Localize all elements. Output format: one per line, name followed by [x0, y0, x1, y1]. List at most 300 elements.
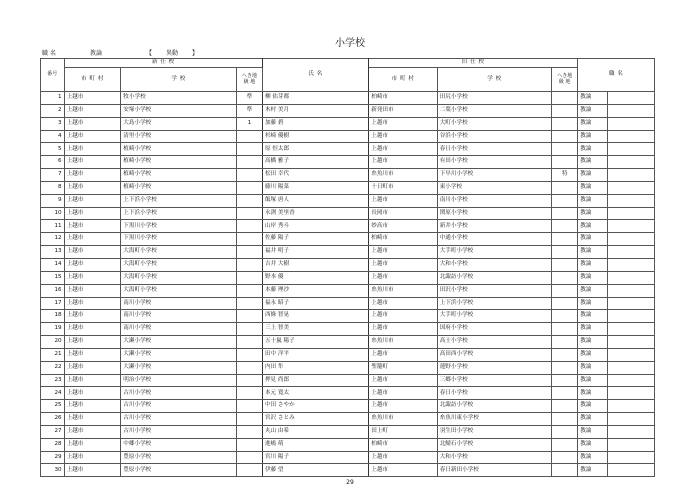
new-remote-grade-cell: [236, 220, 262, 233]
old-city-cell: 田上町: [369, 425, 437, 438]
new-remote-grade-cell: [236, 413, 262, 426]
new-remote-grade-cell: [236, 400, 262, 413]
row-number: 14: [41, 258, 65, 271]
old-school-cell: 上下浜小学校: [437, 297, 552, 310]
name-cell: 伊藤 望: [262, 464, 368, 477]
old-school-cell: 大和小学校: [437, 451, 552, 464]
new-city-cell: 上越市: [64, 271, 121, 284]
old-remote-grade-cell: [552, 438, 578, 451]
job-cell: 教論: [578, 297, 608, 310]
new-city-cell: 上越市: [64, 400, 121, 413]
name-cell: 加藤 碧: [262, 117, 368, 130]
new-remote-grade-cell: [236, 143, 262, 156]
row-number: 19: [41, 323, 65, 336]
header-old-remote: [552, 68, 578, 92]
table-row: [41, 220, 655, 233]
old-remote-grade-cell: [552, 220, 578, 233]
blank-cell: [607, 143, 654, 156]
old-school-cell: 大和小学校: [437, 258, 552, 271]
old-school-cell: 田沢小学校: [437, 284, 552, 297]
table-row: [41, 207, 655, 220]
table-row: [41, 143, 655, 156]
new-city-cell: 上越市: [64, 258, 121, 271]
old-city-cell: 聖籠町: [369, 361, 437, 374]
new-city-cell: 上越市: [64, 92, 121, 105]
old-school-cell: 南川小学校: [437, 194, 552, 207]
old-school-cell: 有田小学校: [437, 156, 552, 169]
old-school-cell: 北鯖石小学校: [437, 438, 552, 451]
old-city-cell: 上越市: [369, 451, 437, 464]
new-city-cell: 上越市: [64, 425, 121, 438]
new-city-cell: 上越市: [64, 233, 121, 246]
bracket-open: 【: [146, 50, 153, 57]
row-number: 2: [41, 104, 65, 117]
row-number: 20: [41, 336, 65, 349]
blank-cell: [607, 464, 654, 477]
old-city-cell: 柏崎市: [369, 438, 437, 451]
table-row: [41, 374, 655, 387]
new-city-cell: 上越市: [64, 130, 121, 143]
old-school-cell: 東小学校: [437, 181, 552, 194]
table-row: [41, 387, 655, 400]
new-remote-grade-cell: [236, 233, 262, 246]
header-new-post: 新 任 校: [64, 59, 262, 68]
old-city-cell: 新発田市: [369, 104, 437, 117]
new-school-cell: 古川小学校: [121, 400, 237, 413]
blank-cell: [607, 117, 654, 130]
job-cell: 教論: [578, 194, 608, 207]
new-school-cell: 大潟町小学校: [121, 271, 237, 284]
header-new-city: 市 町 村: [64, 68, 121, 92]
blank-cell: [607, 194, 654, 207]
page-number: 29: [346, 479, 354, 486]
new-remote-grade-cell: [236, 464, 262, 477]
name-cell: 宮川 陽子: [262, 451, 368, 464]
old-remote-grade-cell: [552, 413, 578, 426]
row-number: 21: [41, 348, 65, 361]
category-label: 異動: [166, 50, 179, 57]
new-school-cell: 下黒川小学校: [121, 220, 237, 233]
header-number: 番号: [41, 59, 65, 92]
new-city-cell: 上越市: [64, 451, 121, 464]
old-city-cell: 上越市: [369, 246, 437, 259]
row-number: 30: [41, 464, 65, 477]
blank-cell: [607, 246, 654, 259]
new-city-cell: 上越市: [64, 336, 121, 349]
new-remote-grade-cell: [236, 271, 262, 284]
blank-cell: [607, 348, 654, 361]
old-school-cell: 北諏訪小学校: [437, 271, 552, 284]
old-remote-grade-cell: [552, 387, 578, 400]
name-cell: 福永 昭子: [262, 297, 368, 310]
table-header: [41, 59, 655, 92]
new-remote-grade-cell: [236, 310, 262, 323]
name-cell: 飯塚 唐人: [262, 194, 368, 207]
new-school-cell: 上下浜小学校: [121, 194, 237, 207]
table-row: [41, 348, 655, 361]
header-new-remote-line2: 級 地: [243, 78, 256, 85]
job-cell: 教論: [578, 92, 608, 105]
old-remote-grade-cell: [552, 143, 578, 156]
row-number: 22: [41, 361, 65, 374]
row-number: 6: [41, 156, 65, 169]
table-row: [41, 246, 655, 259]
new-city-cell: 上越市: [64, 194, 121, 207]
name-cell: 本元 寛太: [262, 387, 368, 400]
new-remote-grade-cell: [236, 336, 262, 349]
page-title: 小学校: [335, 38, 365, 49]
old-school-cell: 春日小学校: [437, 143, 552, 156]
row-number: 24: [41, 387, 65, 400]
old-school-cell: 大町小学校: [437, 117, 552, 130]
new-remote-grade-cell: 準: [236, 92, 262, 105]
table-row: [41, 413, 655, 426]
name-cell: 三上 智美: [262, 323, 368, 336]
job-cell: 教論: [578, 181, 608, 194]
job-cell: 教論: [578, 451, 608, 464]
new-school-cell: 豊原小学校: [121, 464, 237, 477]
new-school-cell: 中郷小学校: [121, 438, 237, 451]
old-remote-grade-cell: [552, 348, 578, 361]
new-school-cell: 植崎小学校: [121, 156, 237, 169]
old-school-cell: 新井小学校: [437, 220, 552, 233]
new-school-cell: 古川小学校: [121, 413, 237, 426]
old-city-cell: 糸魚川市: [369, 413, 437, 426]
new-school-cell: 大潟町小学校: [121, 258, 237, 271]
new-city-cell: 上越市: [64, 117, 121, 130]
old-remote-grade-cell: [552, 400, 578, 413]
job-cell: 教論: [578, 271, 608, 284]
row-number: 7: [41, 169, 65, 182]
row-number: 25: [41, 400, 65, 413]
blank-cell: [607, 284, 654, 297]
new-city-cell: 上越市: [64, 156, 121, 169]
old-city-cell: 糸魚川市: [369, 336, 437, 349]
row-number: 4: [41, 130, 65, 143]
header-new-remote: [236, 68, 262, 92]
new-school-cell: 上下浜小学校: [121, 207, 237, 220]
blank-cell: [607, 297, 654, 310]
job-cell: 教論: [578, 310, 608, 323]
name-cell: 柳 佑芽都: [262, 92, 368, 105]
new-school-cell: 安塚小学校: [121, 104, 237, 117]
old-remote-grade-cell: [552, 310, 578, 323]
row-number: 9: [41, 194, 65, 207]
blank-cell: [607, 169, 654, 182]
new-school-cell: 大瀬小学校: [121, 348, 237, 361]
old-school-cell: 国府小学校: [437, 323, 552, 336]
old-remote-grade-cell: [552, 181, 578, 194]
new-school-cell: 大瀬小学校: [121, 336, 237, 349]
table-row: [41, 169, 655, 182]
old-school-cell: 関原小学校: [437, 207, 552, 220]
job-cell: 教論: [578, 361, 608, 374]
table-row: [41, 258, 655, 271]
new-remote-grade-cell: [236, 130, 262, 143]
table-row: [41, 130, 655, 143]
header-new-remote-line1: へき地: [241, 73, 257, 80]
row-number: 17: [41, 297, 65, 310]
table-row: [41, 336, 655, 349]
old-school-cell: 谷浜小学校: [437, 130, 552, 143]
new-city-cell: 上越市: [64, 438, 121, 451]
job-cell: 教論: [578, 104, 608, 117]
name-cell: 原 恒太郎: [262, 143, 368, 156]
blank-cell: [607, 451, 654, 464]
name-cell: 吉井 大樹: [262, 258, 368, 271]
new-city-cell: 上越市: [64, 181, 121, 194]
old-city-cell: 上越市: [369, 348, 437, 361]
new-remote-grade-cell: [236, 374, 262, 387]
new-remote-grade-cell: [236, 258, 262, 271]
header-job: 職 名: [578, 59, 655, 92]
new-remote-grade-cell: [236, 323, 262, 336]
old-school-cell: 大手町小学校: [437, 310, 552, 323]
table-row: [41, 297, 655, 310]
old-remote-grade-cell: [552, 233, 578, 246]
blank-cell: [607, 374, 654, 387]
new-remote-grade-cell: [236, 156, 262, 169]
job-cell: 教論: [578, 323, 608, 336]
new-city-cell: 上越市: [64, 413, 121, 426]
job-cell: 教論: [578, 413, 608, 426]
new-city-cell: 上越市: [64, 220, 121, 233]
new-city-cell: 上越市: [64, 104, 121, 117]
blank-cell: [607, 258, 654, 271]
new-school-cell: 大瀬小学校: [121, 361, 237, 374]
old-city-cell: 妙高市: [369, 220, 437, 233]
old-remote-grade-cell: [552, 374, 578, 387]
name-cell: 田中 洋平: [262, 348, 368, 361]
job-cell: 教論: [578, 130, 608, 143]
new-school-cell: 古川小学校: [121, 387, 237, 400]
job-cell: 教論: [578, 233, 608, 246]
new-school-cell: 豊原小学校: [121, 451, 237, 464]
name-cell: 宮沢 さとみ: [262, 413, 368, 426]
new-remote-grade-cell: [236, 297, 262, 310]
old-school-cell: 田尻小学校: [437, 92, 552, 105]
table-body: [41, 92, 655, 477]
new-remote-grade-cell: [236, 194, 262, 207]
old-school-cell: 高田西小学校: [437, 348, 552, 361]
job-cell: 教論: [578, 348, 608, 361]
blank-cell: [607, 387, 654, 400]
row-number: 5: [41, 143, 65, 156]
old-school-cell: 高士小学校: [437, 336, 552, 349]
old-remote-grade-cell: [552, 464, 578, 477]
blank-cell: [607, 310, 654, 323]
row-number: 16: [41, 284, 65, 297]
old-city-cell: 上越市: [369, 323, 437, 336]
old-school-cell: 二葉小学校: [437, 104, 552, 117]
old-school-cell: 三郷小学校: [437, 374, 552, 387]
old-city-cell: 上越市: [369, 297, 437, 310]
job-cell: 教論: [578, 220, 608, 233]
blank-cell: [607, 130, 654, 143]
blank-cell: [607, 92, 654, 105]
blank-cell: [607, 207, 654, 220]
name-cell: 内田 隼: [262, 361, 368, 374]
table-row: [41, 117, 655, 130]
new-remote-grade-cell: 1: [236, 117, 262, 130]
job-value: 教論: [90, 50, 103, 57]
row-number: 28: [41, 438, 65, 451]
blank-cell: [607, 220, 654, 233]
old-remote-grade-cell: [552, 246, 578, 259]
new-remote-grade-cell: [236, 284, 262, 297]
header-old-post: 旧 任 校: [369, 59, 578, 68]
old-remote-grade-cell: [552, 361, 578, 374]
row-number: 26: [41, 413, 65, 426]
table-row: [41, 438, 655, 451]
blank-cell: [607, 104, 654, 117]
old-remote-grade-cell: [552, 258, 578, 271]
name-cell: 佐藤 陽子: [262, 233, 368, 246]
name-cell: 進嶋 萌: [262, 438, 368, 451]
old-remote-grade-cell: [552, 130, 578, 143]
old-school-cell: 糸魚川東小学校: [437, 413, 552, 426]
table-row: [41, 156, 655, 169]
old-city-cell: 柏崎市: [369, 92, 437, 105]
job-cell: 教論: [578, 207, 608, 220]
old-city-cell: 上越市: [369, 117, 437, 130]
blank-cell: [607, 156, 654, 169]
name-cell: 松田 幸代: [262, 169, 368, 182]
name-cell: 藤川 陽菜: [262, 181, 368, 194]
new-remote-grade-cell: [236, 387, 262, 400]
table-row: [41, 233, 655, 246]
old-school-cell: 大手町小学校: [437, 246, 552, 259]
name-cell: 山岸 秀斗: [262, 220, 368, 233]
table-row: [41, 361, 655, 374]
new-city-cell: 上越市: [64, 387, 121, 400]
header-old-school: 学 校: [437, 68, 552, 92]
blank-cell: [607, 323, 654, 336]
old-remote-grade-cell: [552, 207, 578, 220]
job-cell: 教論: [578, 143, 608, 156]
job-cell: 教論: [578, 258, 608, 271]
table-row: [41, 400, 655, 413]
old-school-cell: 中通小学校: [437, 233, 552, 246]
old-remote-grade-cell: [552, 194, 578, 207]
job-cell: 教論: [578, 284, 608, 297]
table-row: [41, 323, 655, 336]
old-city-cell: 上越市: [369, 271, 437, 284]
row-number: 3: [41, 117, 65, 130]
old-city-cell: 上越市: [369, 143, 437, 156]
new-remote-grade-cell: [236, 361, 262, 374]
old-school-cell: 春日小学校: [437, 387, 552, 400]
new-school-cell: 南川小学校: [121, 310, 237, 323]
blank-cell: [607, 181, 654, 194]
job-cell: 教論: [578, 464, 608, 477]
old-city-cell: 上越市: [369, 156, 437, 169]
old-remote-grade-cell: [552, 425, 578, 438]
name-cell: 木村 美月: [262, 104, 368, 117]
new-city-cell: 上越市: [64, 143, 121, 156]
name-cell: 福井 明子: [262, 246, 368, 259]
job-cell: 教論: [578, 169, 608, 182]
new-school-cell: 植崎小学校: [121, 143, 237, 156]
new-city-cell: 上越市: [64, 361, 121, 374]
document-meta: [42, 48, 342, 56]
table-row: [41, 310, 655, 323]
old-remote-grade-cell: [552, 271, 578, 284]
name-cell: 高橋 雅子: [262, 156, 368, 169]
row-number: 13: [41, 246, 65, 259]
row-number: 27: [41, 425, 65, 438]
new-city-cell: 上越市: [64, 284, 121, 297]
job-cell: 教論: [578, 425, 608, 438]
old-remote-grade-cell: [552, 92, 578, 105]
table-row: [41, 284, 655, 297]
name-cell: 野本 優: [262, 271, 368, 284]
new-remote-grade-cell: [236, 181, 262, 194]
old-remote-grade-cell: [552, 284, 578, 297]
new-remote-grade-cell: [236, 169, 262, 182]
blank-cell: [607, 233, 654, 246]
old-city-cell: 十日町市: [369, 181, 437, 194]
table-row: [41, 92, 655, 105]
new-remote-grade-cell: 準: [236, 104, 262, 117]
old-remote-grade-cell: [552, 117, 578, 130]
job-cell: 教論: [578, 156, 608, 169]
row-number: 1: [41, 92, 65, 105]
job-label: 職 名: [42, 50, 56, 57]
old-city-cell: 糸魚川市: [369, 284, 437, 297]
name-cell: 杉崎 優樹: [262, 130, 368, 143]
blank-cell: [607, 400, 654, 413]
blank-cell: [607, 361, 654, 374]
old-city-cell: 上越市: [369, 400, 437, 413]
blank-cell: [607, 413, 654, 426]
new-city-cell: 上越市: [64, 348, 121, 361]
new-city-cell: 上越市: [64, 246, 121, 259]
job-cell: 教論: [578, 374, 608, 387]
job-cell: 教論: [578, 117, 608, 130]
new-school-cell: 大潟町小学校: [121, 246, 237, 259]
blank-cell: [607, 438, 654, 451]
new-city-cell: 上越市: [64, 169, 121, 182]
new-remote-grade-cell: [236, 246, 262, 259]
new-city-cell: 上越市: [64, 374, 121, 387]
name-cell: 永渕 美里香: [262, 207, 368, 220]
new-city-cell: 上越市: [64, 297, 121, 310]
name-cell: 西條 智晃: [262, 310, 368, 323]
new-school-cell: 大島小学校: [121, 117, 237, 130]
old-city-cell: 上越市: [369, 310, 437, 323]
new-school-cell: 南川小学校: [121, 323, 237, 336]
blank-cell: [607, 425, 654, 438]
header-old-remote-line2: 級 地: [558, 78, 571, 85]
old-city-cell: 上越市: [369, 374, 437, 387]
old-school-cell: 下早川小学校: [437, 169, 552, 182]
new-remote-grade-cell: [236, 348, 262, 361]
table-row: [41, 194, 655, 207]
new-remote-grade-cell: [236, 207, 262, 220]
old-city-cell: 上越市: [369, 464, 437, 477]
new-school-cell: 明治小学校: [121, 374, 237, 387]
blank-cell: [607, 271, 654, 284]
old-city-cell: 上越市: [369, 130, 437, 143]
old-school-cell: 北諏訪小学校: [437, 400, 552, 413]
old-city-cell: 柏崎市: [369, 233, 437, 246]
name-cell: 押見 尚郎: [262, 374, 368, 387]
header-name: 氏 名: [262, 59, 368, 92]
table-row: [41, 181, 655, 194]
row-number: 12: [41, 233, 65, 246]
new-city-cell: 上越市: [64, 464, 121, 477]
